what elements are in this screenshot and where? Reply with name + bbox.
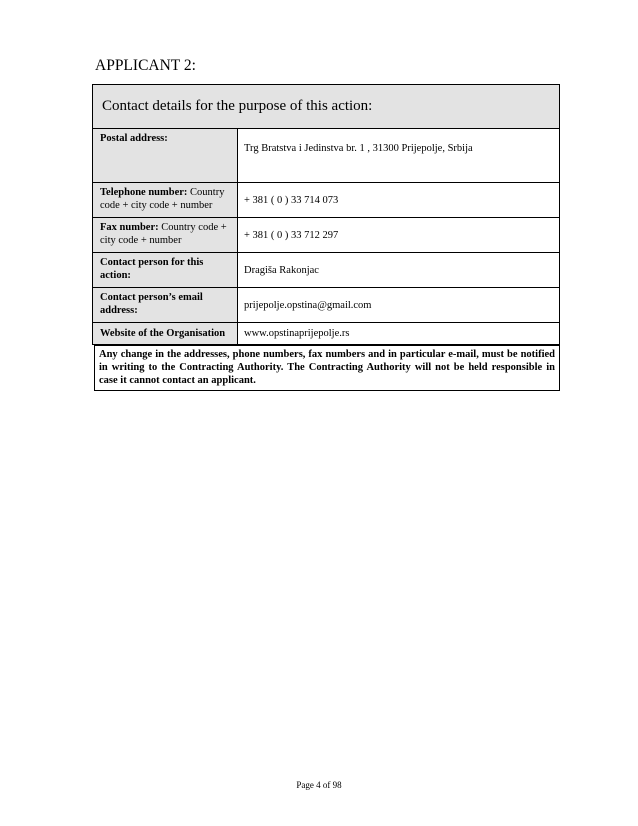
fax-label: Fax number: Country code + city code + number — [93, 218, 238, 253]
postal-address-row — [93, 129, 560, 183]
telephone-value: + 381 ( 0 ) 33 714 073 — [238, 183, 560, 218]
fax-row — [93, 218, 560, 253]
fax-value: + 381 ( 0 ) 33 712 297 — [238, 218, 560, 253]
email-row — [93, 288, 560, 323]
contact-person-value: Dragiša Rakonjac — [238, 253, 560, 288]
section-title: Contact details for the purpose of this action: — [93, 85, 560, 129]
website-label: Website of the Organisation — [93, 323, 238, 345]
email-value: prijepolje.opstina@gmail.com — [238, 288, 560, 323]
postal-address-value: Trg Bratstva i Jedinstva br. 1 , 31300 Prijepolje, Srbija — [238, 129, 560, 183]
telephone-label: Telephone number: Country code + city code + number — [93, 183, 238, 218]
applicant-heading: APPLICANT 2: — [95, 57, 196, 74]
email-label: Contact person’s email address: — [93, 288, 238, 323]
website-value: www.opstinaprijepolje.rs — [238, 323, 560, 345]
change-notice: Any change in the addresses, phone numbers, fax numbers and in particular e-mail, must be notified in writing to the Contracting Authority. The Contracting Authority will not be held responsible in case it cannot contact an applicant. — [94, 345, 560, 391]
contact-details-table — [92, 84, 560, 345]
website-row — [93, 323, 560, 345]
contact-person-row — [93, 253, 560, 288]
section-header-row — [93, 85, 560, 129]
contact-person-label: Contact person for this action: — [93, 253, 238, 288]
postal-address-label: Postal address: — [93, 129, 238, 183]
telephone-row — [93, 183, 560, 218]
page-number: Page 4 of 98 — [296, 780, 342, 790]
